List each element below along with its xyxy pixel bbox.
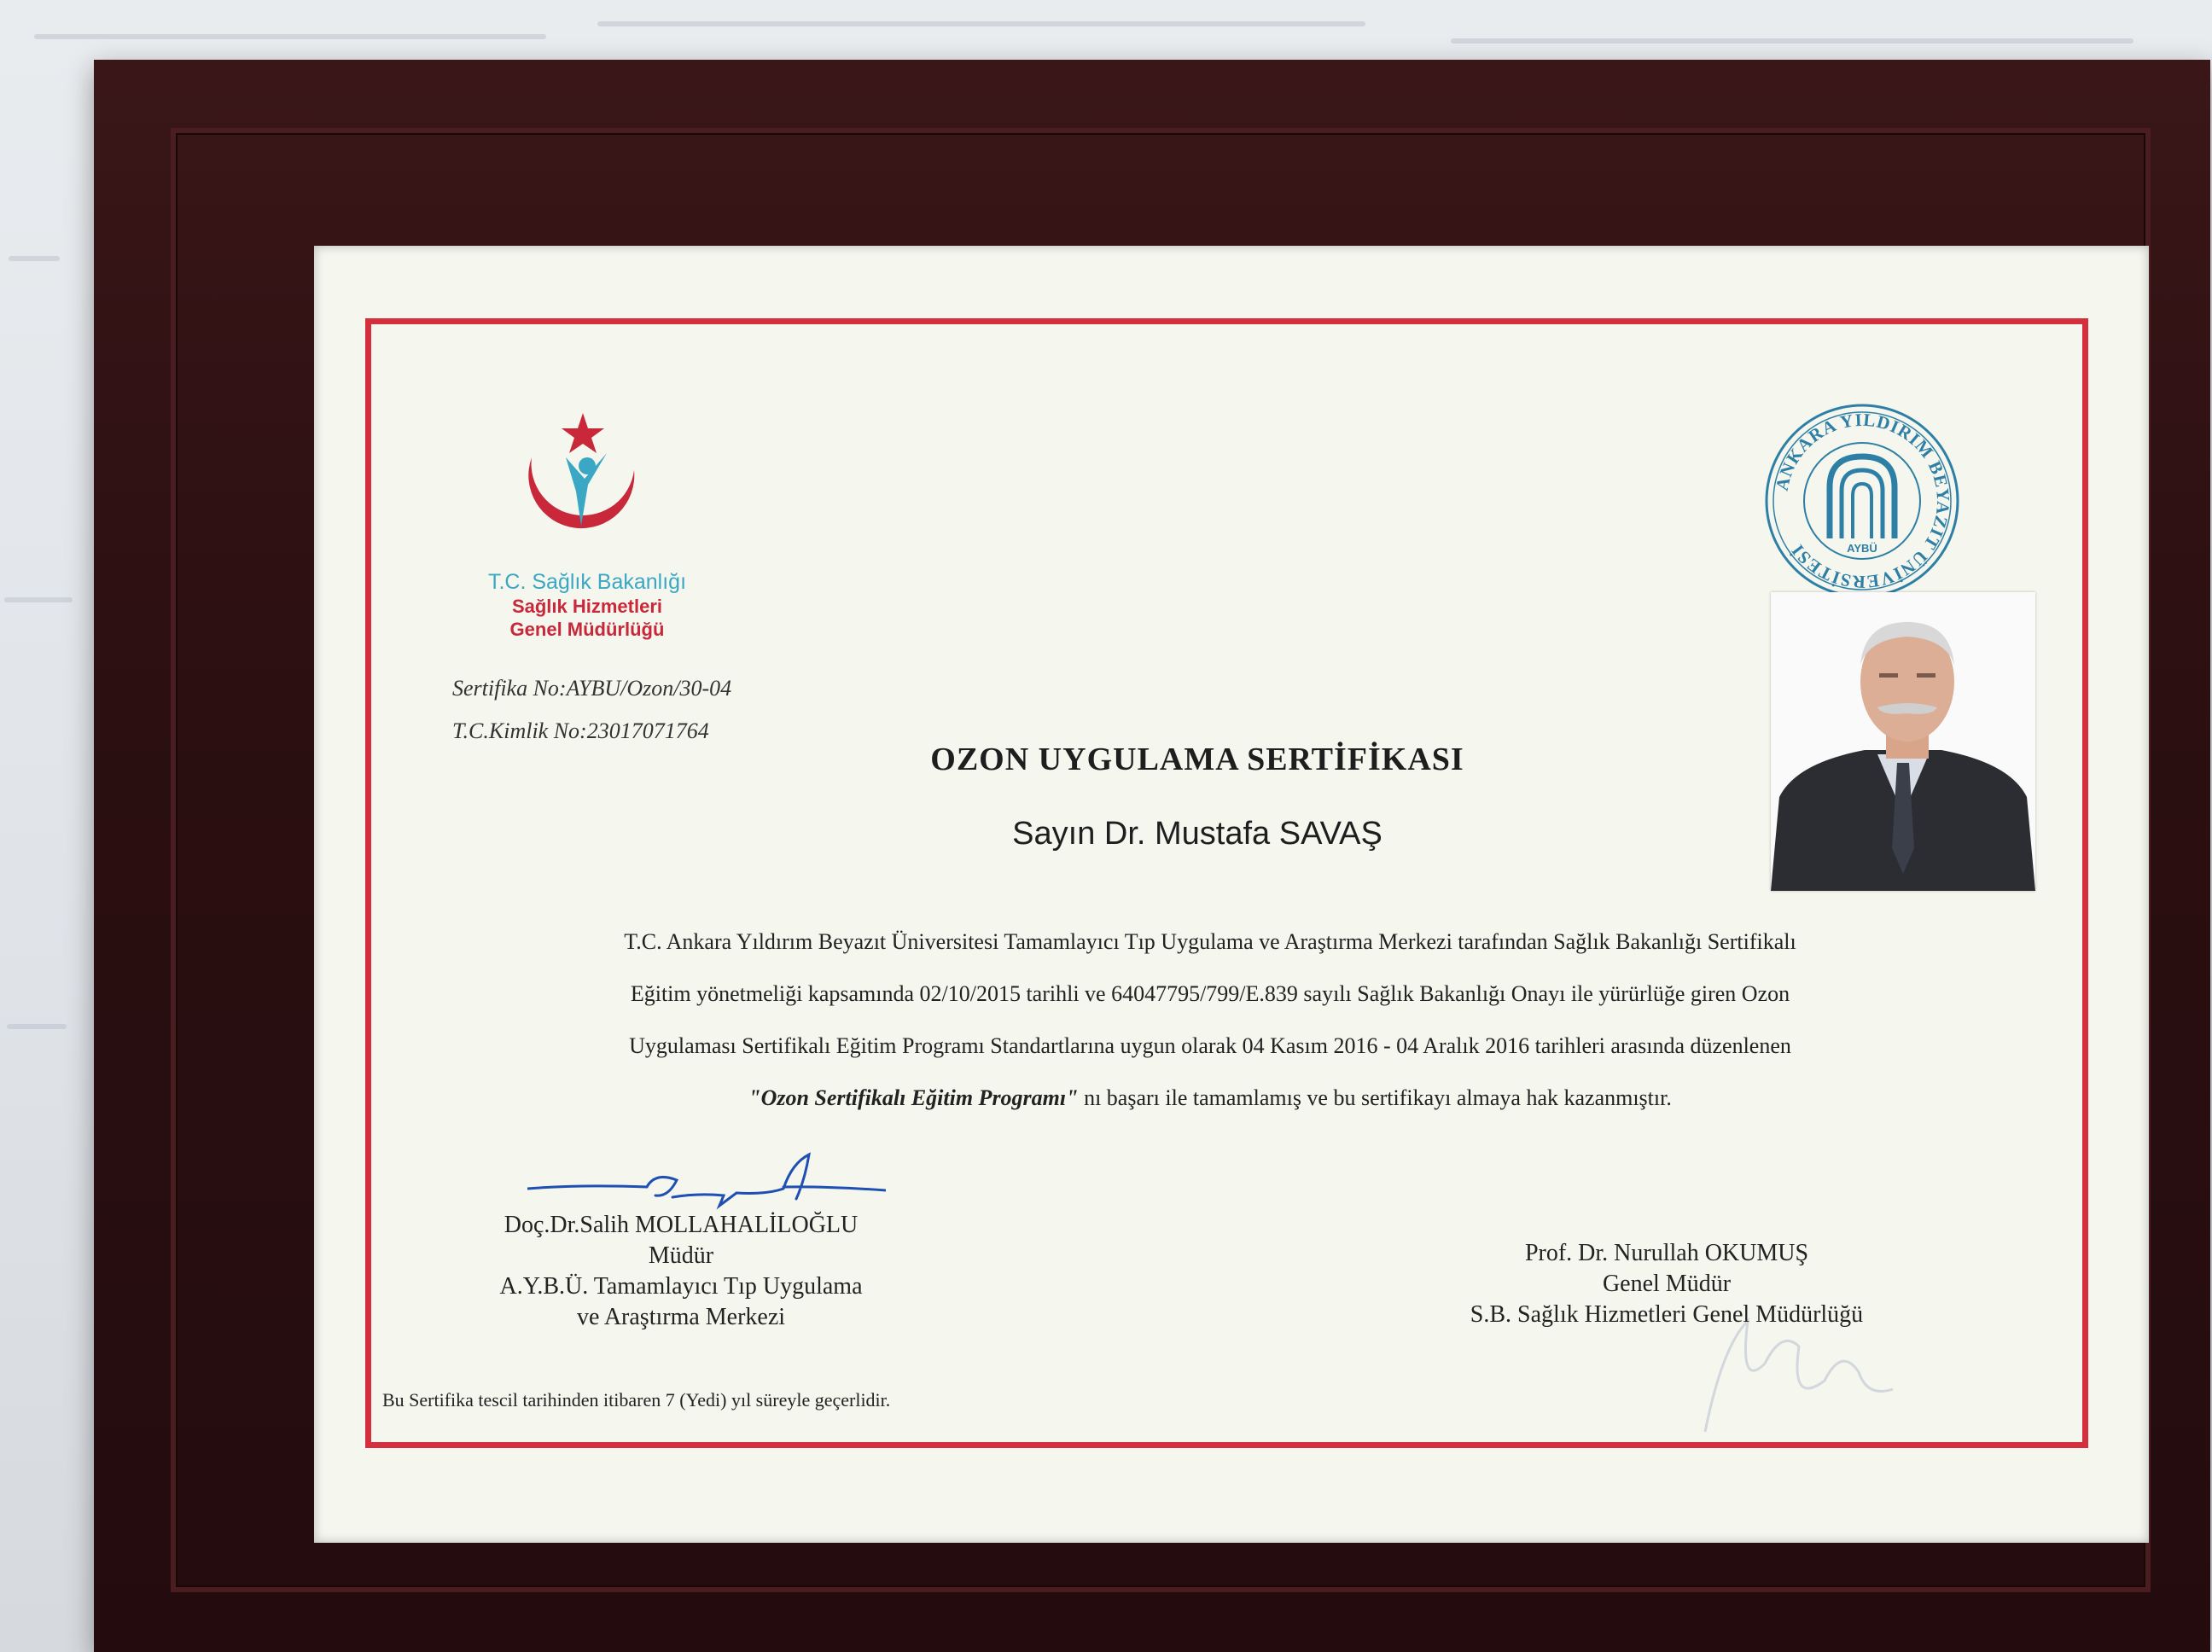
ministry-line-1: T.C. Sağlık Bakanlığı bbox=[487, 570, 687, 594]
ministry-line-2: Sağlık Hizmetleri bbox=[511, 596, 663, 617]
program-name: "Ozon Sertifikalı Eğitim Programı" bbox=[748, 1085, 1079, 1110]
validity-note: Bu Sertifika tescil tarihinden itibaren 7 (Yedi) yıl süreyle geçerlidir. bbox=[382, 1389, 891, 1411]
body-line-2: Eğitim yönetmeliği kapsamında 02/10/2015 tarihli ve 64047795/799/E.839 sayılı Sağlık Bakanlığı Onayı ile yürürlüğe giren Ozon bbox=[630, 981, 1790, 1006]
signatory-left-org-1: A.Y.B.Ü. Tamamlayıcı Tıp Uygulama bbox=[499, 1273, 863, 1300]
picture-frame bbox=[94, 60, 2210, 1652]
signatory-right-role: Genel Müdür bbox=[1602, 1271, 1732, 1297]
signatory-left bbox=[442, 1210, 920, 1333]
ministry-logo-icon bbox=[506, 406, 651, 551]
signatory-left-role: Müdür bbox=[648, 1242, 714, 1269]
signatory-right-org: S.B. Sağlık Hizmetleri Genel Müdürlüğü bbox=[1470, 1301, 1864, 1328]
recipient-name: Sayın Dr. Mustafa SAVAŞ bbox=[1012, 816, 1382, 852]
certificate-paper bbox=[314, 246, 2149, 1543]
body-line-4-rest: nı başarı ile tamamlamış ve bu sertifikayı almaya hak kazanmıştır. bbox=[1078, 1085, 1672, 1110]
signatory-left-name: Doç.Dr.Salih MOLLAHALİLOĞLU bbox=[504, 1212, 859, 1238]
certificate-body bbox=[416, 916, 2004, 1124]
body-line-3: Uygulaması Sertifikalı Eğitim Programı Standartlarına uygun olarak 04 Kasım 2016 - 04 Aralık 2016 tarihleri arasında düzenlenen bbox=[629, 1033, 1791, 1058]
university-seal-icon bbox=[1763, 402, 1961, 600]
certificate-title: OZON UYGULAMA SERTİFİKASI bbox=[930, 742, 1464, 777]
signatory-right-name: Prof. Dr. Nurullah OKUMUŞ bbox=[1524, 1240, 1809, 1266]
body-line-4 bbox=[416, 1072, 2004, 1124]
svg-text:ANKARA YILDIRIM BEYAZIT ÜNİVER: ANKARA YILDIRIM BEYAZIT ÜNİVERSİTESİ bbox=[1771, 409, 1954, 593]
tc-identity-number: T.C.Kimlik No:23017071764 bbox=[452, 718, 709, 743]
signatory-right bbox=[1428, 1238, 1906, 1330]
certificate-meta bbox=[452, 667, 731, 753]
body-line-1: T.C. Ankara Yıldırım Beyazıt Üniversitesi Tamamlayıcı Tıp Uygulama ve Araştırma Merkezi tarafından Sağlık Bakanlığı Sertifikalı bbox=[624, 929, 1796, 954]
signatory-left-org-2: ve Araştırma Merkezi bbox=[576, 1304, 786, 1330]
ministry-line-3: Genel Müdürlüğü bbox=[509, 619, 665, 640]
certificate-number: Sertifika No:AYBU/Ozon/30-04 bbox=[452, 676, 732, 701]
ministry-name bbox=[476, 570, 698, 641]
certificate-content bbox=[314, 246, 2149, 1543]
svg-text:AYBÜ: AYBÜ bbox=[1847, 542, 1877, 555]
